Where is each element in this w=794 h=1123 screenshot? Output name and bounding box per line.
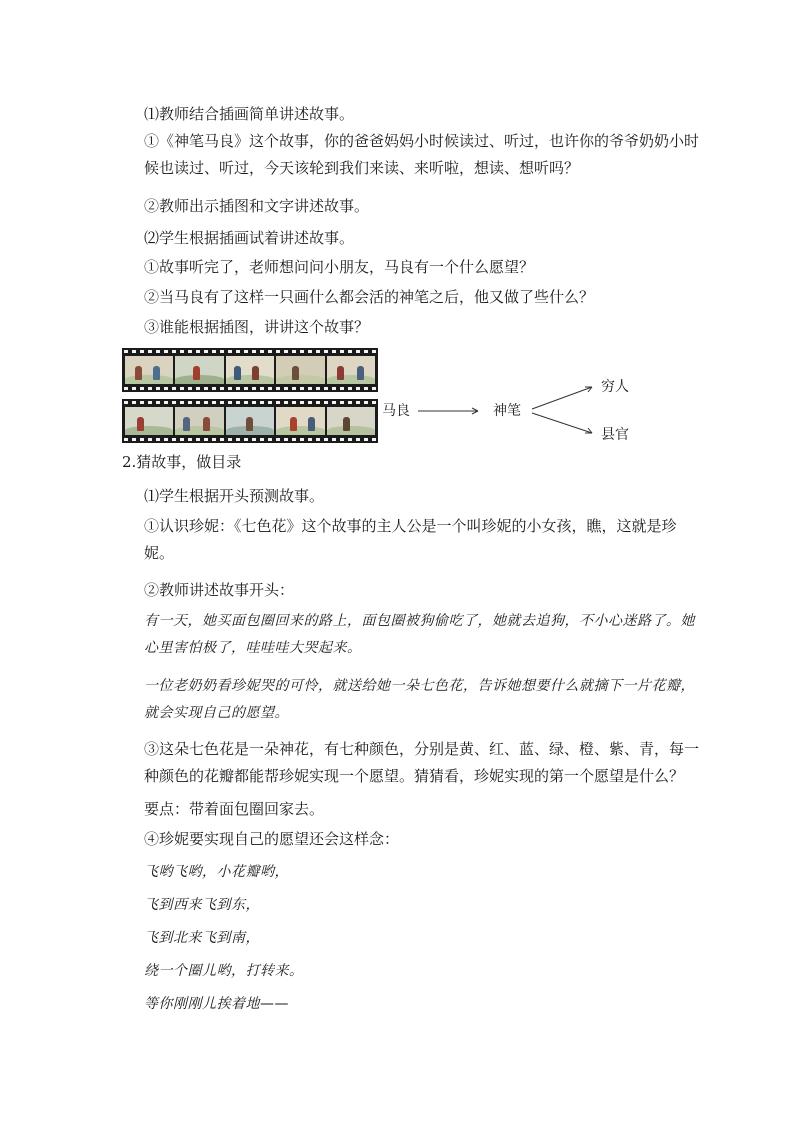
rhyme-line-2: 飞到西来飞到东， — [144, 897, 260, 913]
paragraph-story-1: 有一天，她买面包圈回来的路上，面包圈被狗偷吃了，她就去追狗，不小心迷路了。她心里害怕极了，哇哇哇大哭起来。 — [144, 613, 695, 656]
rhyme-line-4: 绕一个圈儿哟，打转来。 — [144, 963, 304, 979]
diagram-node-qiong-ren: 穷人 — [601, 379, 629, 395]
paragraph-4: ⑵学生根据插画试着讲述故事。 — [144, 229, 355, 247]
diagram-node-ma-liang: 马良 — [382, 403, 410, 419]
paragraph-2: ①《神笔马良》这个故事，你的爸爸妈妈小时候读过、听过，也许你的爷爷奶奶小时候也读过、听过，今天该轮到我们来读、来听啦，想读、想听吗？ — [144, 132, 700, 177]
arrow-shen-bi-to-xian-guan — [532, 413, 592, 433]
paragraph-3: ②教师出示插图和文字讲述故事。 — [144, 197, 370, 215]
paragraph-key-point: 要点：带着面包圈回家去。 — [144, 800, 325, 818]
paragraph-story-2: 一位老奶奶看珍妮哭的可怜，就送给她一朵七色花，告诉她想要什么就摘下一片花瓣，就会实现自己的愿望。 — [144, 678, 695, 721]
diagram-node-shen-bi: 神笔 — [493, 403, 521, 419]
diagram-node-xian-guan: 县官 — [601, 427, 629, 443]
rhyme-line-3: 飞到北来飞到南， — [144, 930, 260, 946]
paragraph-10: ②教师讲述故事开头： — [144, 581, 295, 599]
paragraph-12: ④珍妮要实现自己的愿望还会这样念： — [144, 830, 400, 848]
rhyme-line-5: 等你刚刚儿挨着地—— — [144, 996, 289, 1012]
paragraph-6: ②当马良有了这样一只画什么都会活的神笔之后，他又做了些什么？ — [144, 288, 595, 306]
paragraph-11: ③这朵七色花是一朵神花，有七种颜色，分别是黄、红、蓝、绿、橙、紫、青，每一种颜色的花瓣都能帮珍妮实现一个愿望。猜猜看，珍妮实现的第一个愿望是什么？ — [144, 740, 700, 785]
section-heading-2: 2.猜故事，做目录 — [122, 453, 242, 471]
paragraph-1: ⑴教师结合插画简单讲述故事。 — [144, 105, 355, 123]
paragraph-5: ①故事听完了，老师想问问小朋友，马良有一个什么愿望？ — [144, 258, 535, 276]
rhyme-line-1: 飞哟飞哟，小花瓣哟， — [144, 864, 289, 880]
paragraph-9: ①认识珍妮：《七色花》这个故事的主人公是一个叫珍妮的小女孩，瞧，这就是珍妮。 — [144, 517, 677, 562]
paragraph-7: ③谁能根据插图，讲讲这个故事？ — [144, 318, 370, 336]
paragraph-8: ⑴学生根据开头预测故事。 — [144, 487, 325, 505]
arrow-shen-bi-to-qiong-ren — [532, 387, 592, 409]
